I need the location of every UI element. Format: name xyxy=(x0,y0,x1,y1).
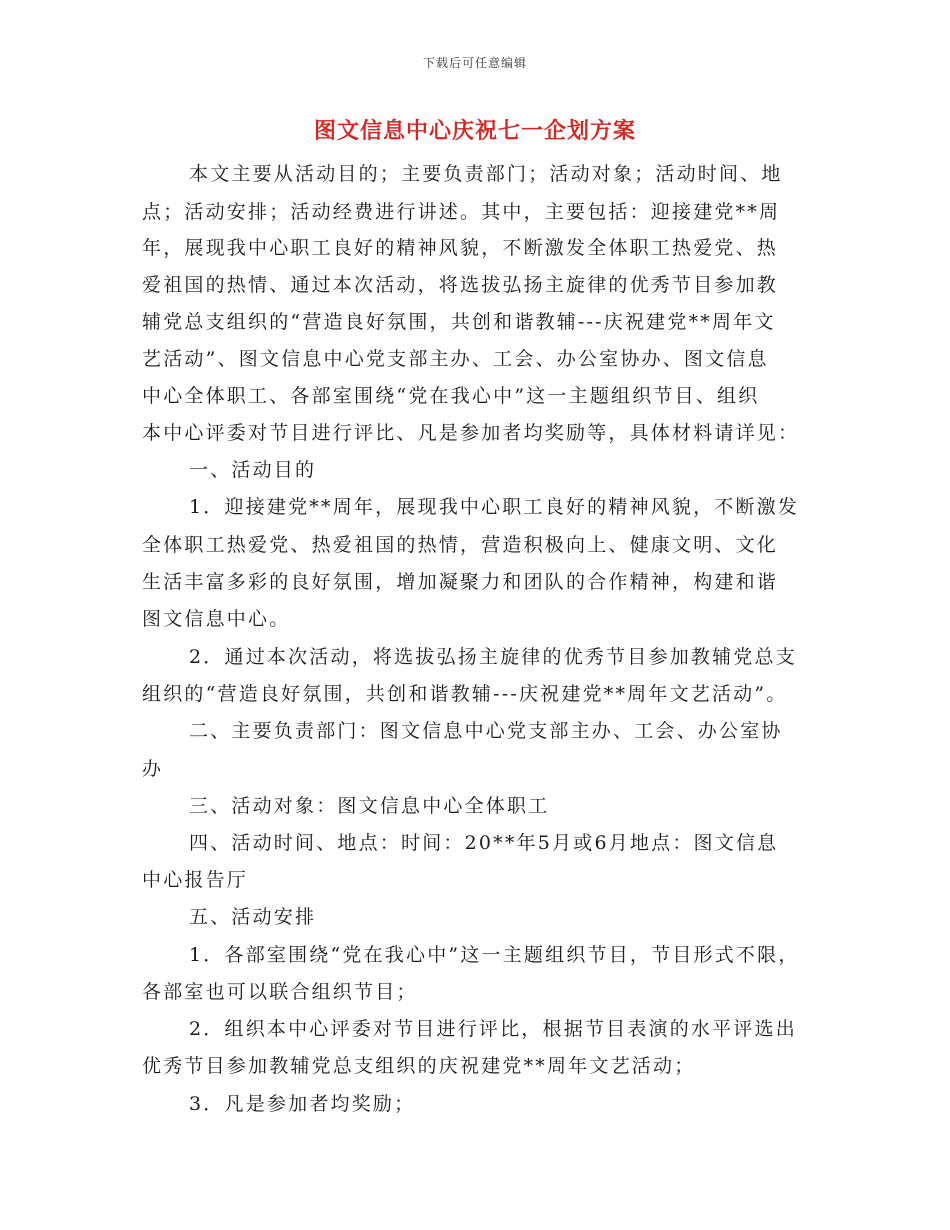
body-line: 1．迎接建党**周年，展现我中心职工良好的精神风貌，不断激发 xyxy=(189,496,800,518)
body-line: 2．通过本次活动，将选拔弘扬主旋律的优秀节目参加教辅党总支 xyxy=(189,646,797,668)
body-line: 2．组织本中心评委对节目进行评比，根据节目表演的水平评选出 xyxy=(189,1018,797,1040)
section-heading: 四、活动时间、地点：时间：20**年5月或6月地点：图文信息 xyxy=(189,832,779,854)
body-line: 中心报告厅 xyxy=(142,869,249,891)
body-line: 图文信息中心。 xyxy=(142,608,291,630)
body-line: 办 xyxy=(142,758,164,780)
section-heading: 一、活动目的 xyxy=(189,459,317,481)
body-line: 3．凡是参加者均奖励； xyxy=(189,1093,416,1115)
body-line: 优秀节目参加教辅党总支组织的庆祝建党**周年文艺活动； xyxy=(142,1055,696,1077)
body-line: 年，展现我中心职工良好的精神风貌，不断激发全体职工热爱党、热 xyxy=(142,237,779,259)
header-note: 下载后可任意编辑 xyxy=(422,56,527,70)
section-heading: 二、主要负责部门：图文信息中心党支部主办、工会、办公室协 xyxy=(189,720,783,742)
body-line: 组织的“营造良好氛围，共创和谐教辅---庆祝建党**周年文艺活动”。 xyxy=(142,683,788,705)
body-line: 生活丰富多彩的良好氛围，增加凝聚力和团队的合作精神，构建和谐 xyxy=(142,571,779,593)
section-heading: 五、活动安排 xyxy=(189,906,317,928)
body-line: 本中心评委对节目进行评比、凡是参加者均奖励等，具体材料请详见： xyxy=(142,422,800,444)
body-line: 点；活动安排；活动经费进行讲述。其中，主要包括：迎接建党**周 xyxy=(142,201,781,223)
body-line: 辅党总支组织的“营造良好氛围，共创和谐教辅---庆祝建党**周年文 xyxy=(142,311,776,333)
document-title: 图文信息中心庆祝七一企划方案 xyxy=(313,118,636,144)
body-line: 本文主要从活动目的；主要负责部门；活动对象；活动时间、地 xyxy=(189,163,783,185)
body-line: 全体职工热爱党、热爱祖国的热情，营造积极向上、健康文明、文化 xyxy=(142,534,779,556)
body-line: 艺活动”、图文信息中心党支部主办、工会、办公室协办、图文信息 xyxy=(142,348,769,370)
section-heading: 三、活动对象：图文信息中心全体职工 xyxy=(189,795,550,817)
body-line: 中心全体职工、各部室围绕“党在我心中”这一主题组织节目、组织 xyxy=(142,385,760,407)
body-line: 各部室也可以联合组织节目； xyxy=(142,981,418,1003)
body-line: 爱祖国的热情、通过本次活动，将选拔弘扬主旋律的优秀节目参加教 xyxy=(142,274,779,296)
body-line: 1．各部室围绕“党在我心中”这一主题组织节目，节目形式不限， xyxy=(189,944,800,966)
